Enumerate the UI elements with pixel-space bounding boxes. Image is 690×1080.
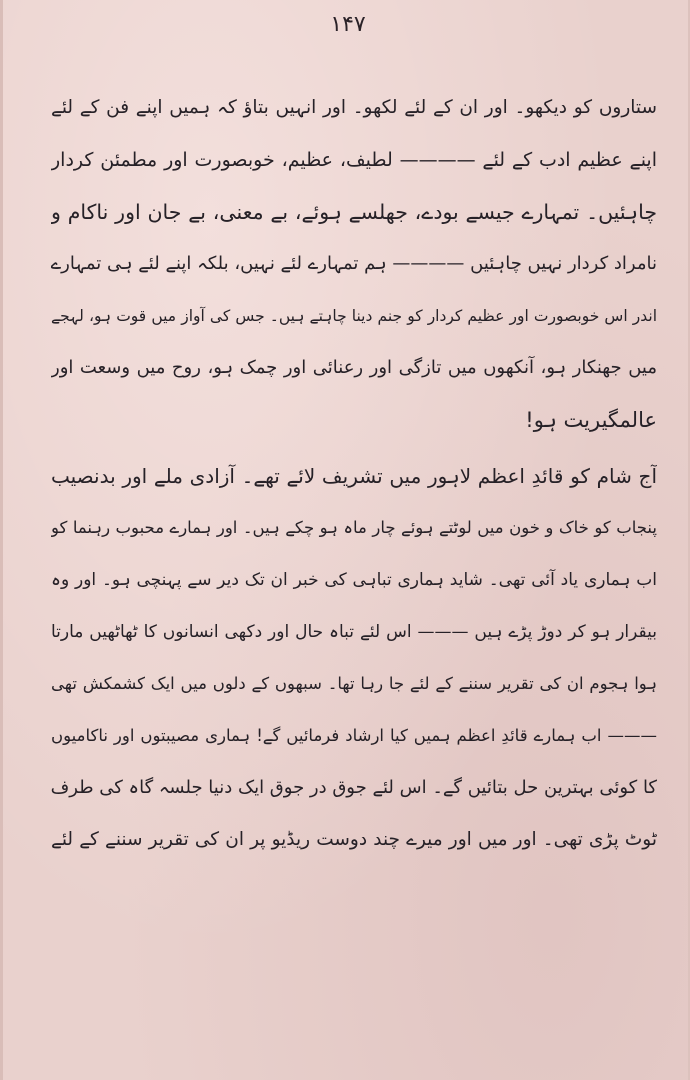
text-line: ٹوٹ پڑی تھی۔ اور میں اور میرے چند دوست ریڈیو پر ان کی تقریر سننے کے لئے: [51, 829, 657, 850]
text-line: عالمگیریت ہو!: [525, 408, 657, 432]
text-line: کا کوئی بہترین حل بتائیں گے۔ اس لئے جوق در جوق ایک دنیا جلسہ گاہ کی طرف: [51, 777, 657, 798]
text-line: چاہئیں۔ تمہارے جیسے بودے، جھلسے ہوئے، بے معنی، بے جان اور ناکام و: [51, 200, 657, 224]
text-line: میں جھنکار ہو، آنکھوں میں تازگی اور رعنائی اور چمک ہو، روح میں وسعت اور: [51, 357, 657, 378]
text-line: اندر اس خوبصورت اور عظیم کردار کو جنم دینا چاہتے ہیں۔ جس کی آواز میں قوت ہو، لہجے: [51, 307, 657, 325]
paragraph-2: [51, 450, 657, 866]
text-line: ستاروں کو دیکھو۔ اور ان کے لئے لکھو۔ اور انہیں بتاؤ کہ ہمیں اپنے فن کے لئے: [51, 97, 657, 118]
text-line: اب ہماری یاد آئی تھی۔ شاید ہماری تباہی کی خبر ان تک دیر سے پہنچی ہو۔ اور وہ: [51, 570, 657, 590]
text-line: اپنے عظیم ادب کے لئے ———— لطیف، عظیم، خوبصورت اور مطمئن کردار: [51, 149, 657, 171]
paragraph-1: [51, 82, 657, 446]
text-line: پنجاب کو خاک و خون میں لوٹتے ہوئے چار ماہ ہو چکے ہیں۔ اور ہمارے محبوب رہنما کو: [51, 518, 657, 537]
text-line: نامراد کردار نہیں چاہئیں ———— ہم تمہارے لئے نہیں، بلکہ اپنے لئے ہی تمہارے: [51, 253, 657, 274]
text-line: ہوا ہجوم ان کی تقریر سننے کے لئے جا رہا تھا۔ سبھوں کے دلوں میں ایک کشمکش تھی: [51, 674, 657, 693]
text-line: بیقرار ہو کر دوڑ پڑے ہیں ——— اس لئے تباہ حال اور دکھی انسانوں کا ٹھاٹھیں مارتا: [51, 622, 657, 642]
text-line: ——— اب ہمارے قائدِ اعظم ہمیں کیا ارشاد فرمائیں گے! ہماری مصیبتوں اور ناکامیوں: [51, 726, 657, 745]
text-line: آج شام کو قائدِ اعظم لاہور میں تشریف لائے تھے۔ آزادی ملے اور بدنصیب: [51, 464, 657, 488]
page-number: ۱۴۷: [330, 12, 366, 37]
body-text: [51, 82, 657, 866]
